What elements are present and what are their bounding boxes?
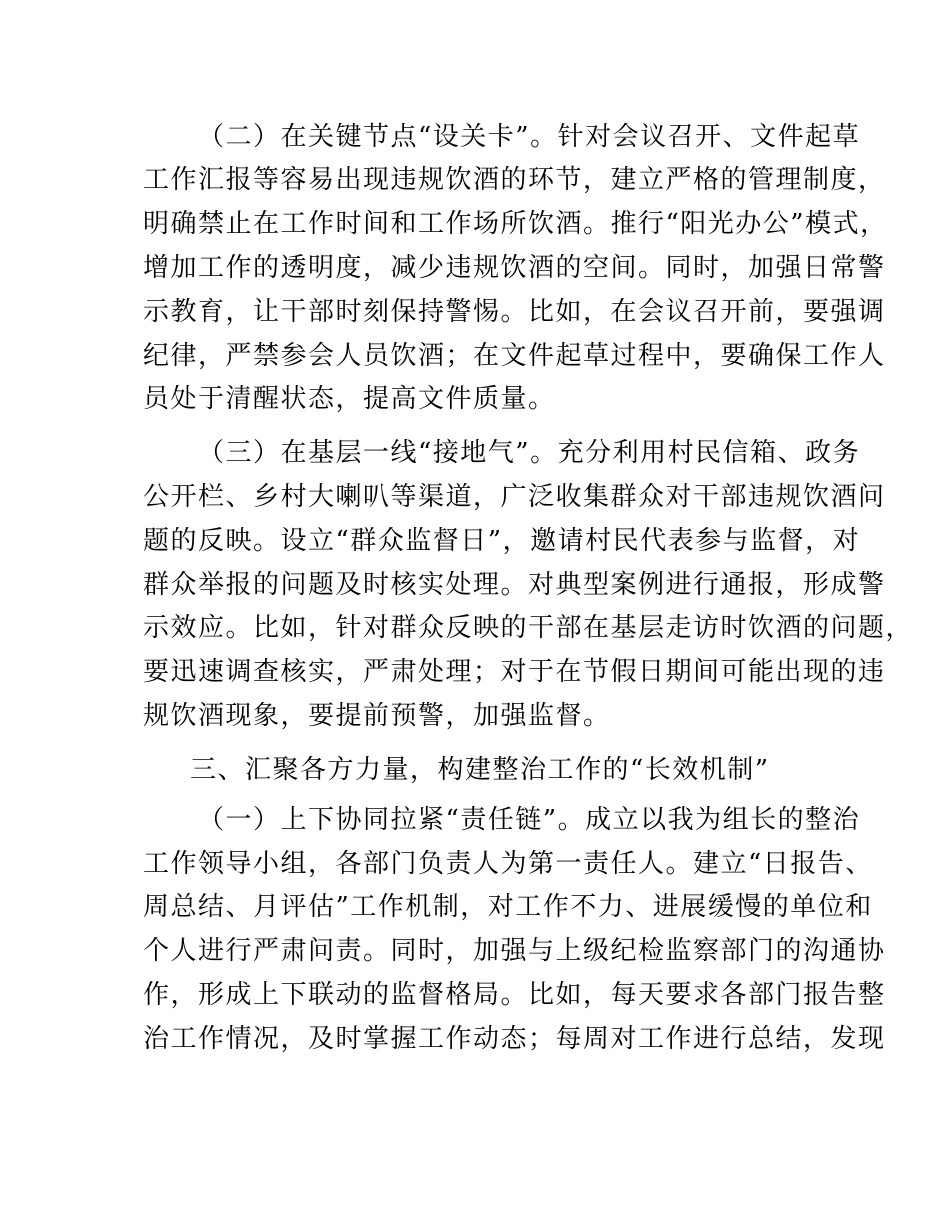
text-line-20: 作，形成上下联动的监督格局。比如，每天要求各部门报告整 bbox=[143, 980, 886, 1010]
text-line-7: 员处于清醒状态，提高文件质量。 bbox=[143, 384, 556, 414]
text-line-16: （一）上下协同拉紧“责任链”。成立以我为组长的整治 bbox=[198, 805, 861, 835]
text-line-3: 明确禁止在工作时间和工作场所饮酒。推行“阳光办公”模式， bbox=[143, 209, 888, 239]
text-line-17: 工作领导小组，各部门负责人为第一责任人。建立“日报告、 bbox=[143, 849, 873, 879]
text-line-6: 纪律，严禁参会人员饮酒；在文件起草过程中，要确保工作人 bbox=[143, 341, 886, 371]
text-line-11: 群众举报的问题及时核实处理。对典型案例进行通报，形成警 bbox=[143, 570, 886, 600]
text-line-12: 示效应。比如，针对群众反映的干部在基层走访时饮酒的问题， bbox=[143, 613, 914, 643]
text-line-10: 题的反映。设立“群众监督日”，邀请村民代表参与监督，对 bbox=[143, 526, 861, 556]
text-line-13: 要迅速调查核实，严肃处理；对于在节假日期间可能出现的违 bbox=[143, 657, 886, 687]
text-line-19: 个人进行严肃问责。同时，加强与上级纪检监察部门的沟通协 bbox=[143, 936, 886, 966]
text-line-2: 工作汇报等容易出现违规饮酒的环节，建立严格的管理制度， bbox=[143, 165, 886, 195]
text-line-9: 公开栏、乡村大喇叭等渠道，广泛收集群众对干部违规饮酒问 bbox=[143, 482, 886, 512]
section-heading: 三、汇聚各方力量，构建整治工作的“长效机制” bbox=[190, 755, 770, 785]
text-line-1: （二）在关键节点“设关卡”。针对会议召开、文件起草 bbox=[198, 122, 861, 152]
text-line-18: 周总结、月评估”工作机制，对工作不力、进展缓慢的单位和 bbox=[143, 892, 873, 922]
text-line-8: （三）在基层一线“接地气”。充分利用村民信箱、政务 bbox=[198, 438, 861, 468]
text-line-4: 增加工作的透明度，减少违规饮酒的空间。同时，加强日常警 bbox=[143, 253, 886, 283]
text-line-14: 规饮酒现象，要提前预警，加强监督。 bbox=[143, 701, 611, 731]
text-line-5: 示教育，让干部时刻保持警惕。比如，在会议召开前，要强调 bbox=[143, 297, 886, 327]
text-line-21: 治工作情况，及时掌握工作动态；每周对工作进行总结，发现 bbox=[143, 1024, 886, 1054]
